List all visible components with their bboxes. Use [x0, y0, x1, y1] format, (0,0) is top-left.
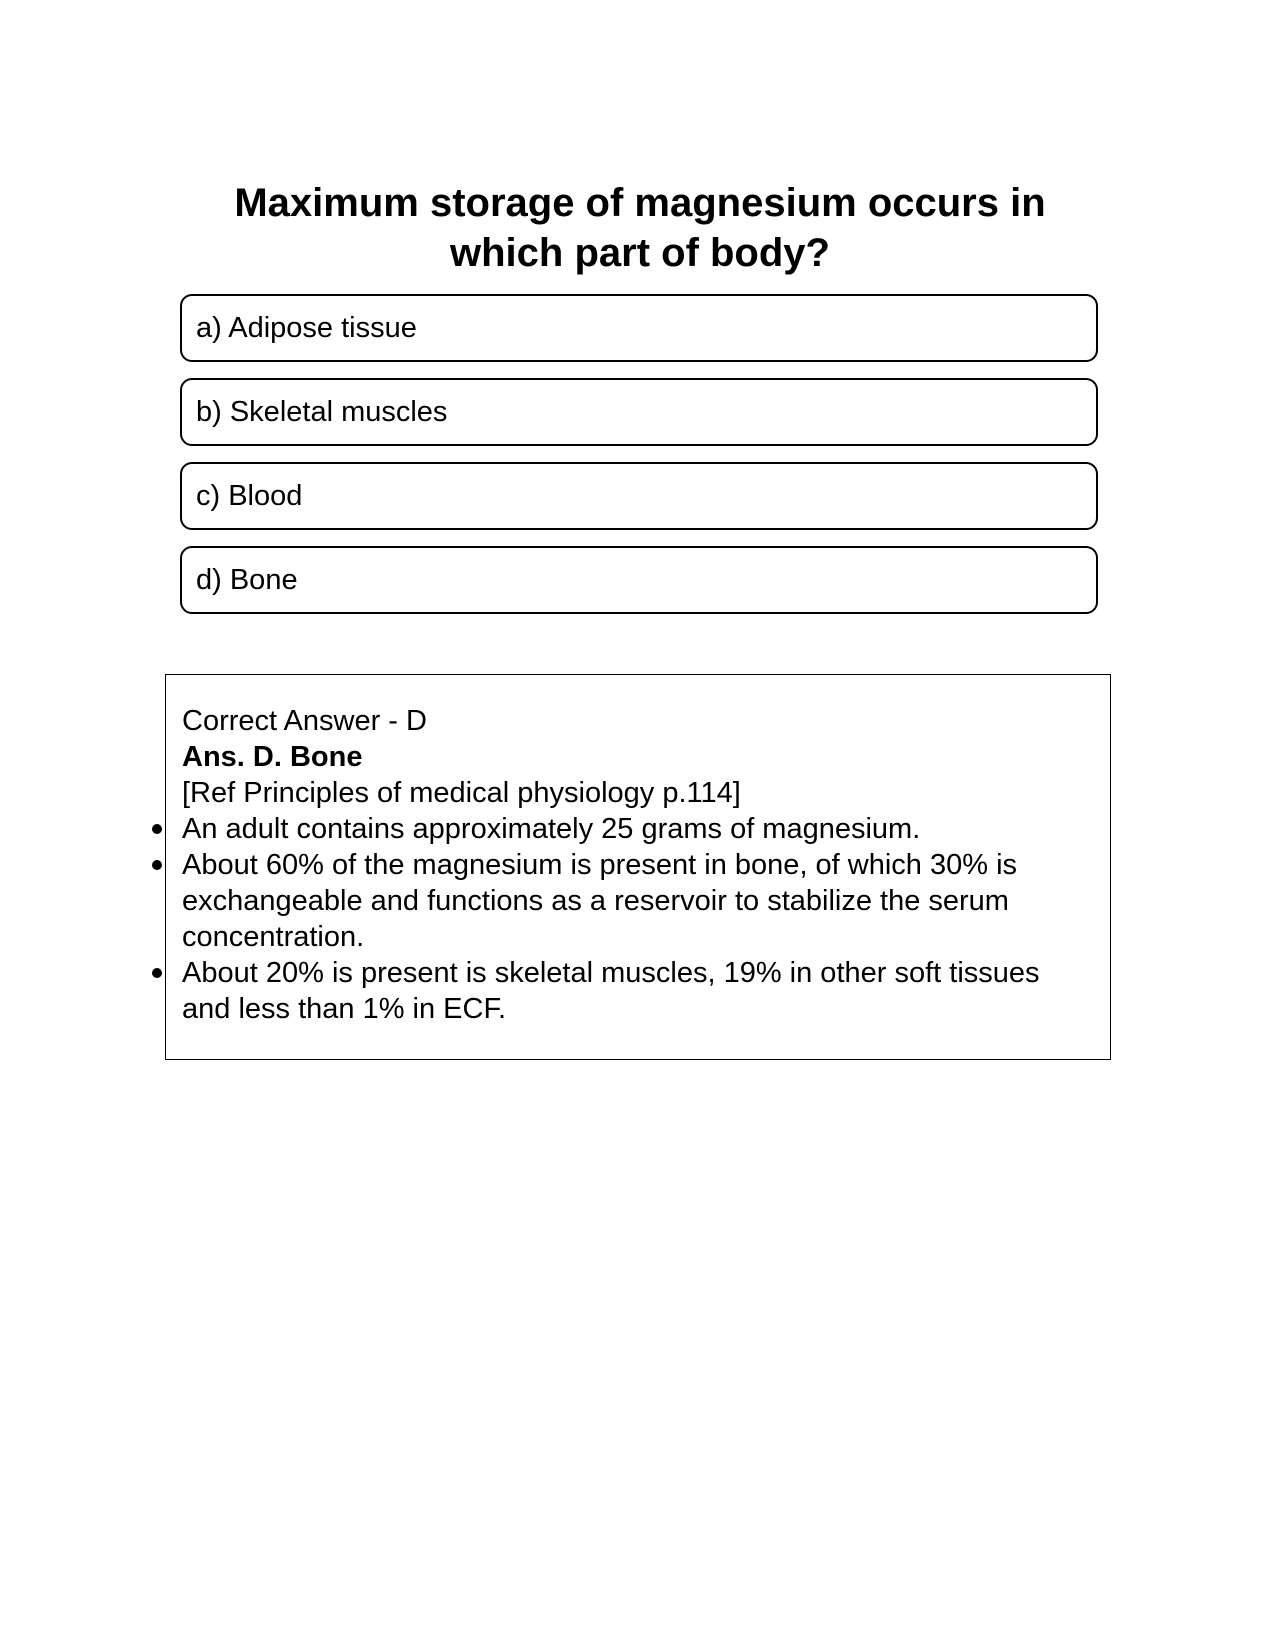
bullet-text: An adult contains approximately 25 grams of magnesium. [182, 813, 921, 845]
bullet-dot-icon [152, 860, 162, 870]
question-title: Maximum storage of magnesium occurs in which part of body? [234, 181, 1046, 275]
option-b[interactable]: b) Skeletal muscles [180, 378, 1098, 446]
option-c[interactable]: c) Blood [180, 462, 1098, 530]
explanation-bullet-1 [182, 811, 1094, 847]
answer-explanation-box [165, 674, 1111, 1060]
correct-answer-line: Correct Answer - D [182, 705, 427, 737]
bullet-text: About 60% of the magnesium is present in bone, of which 30% is exchangeable and functions as a reservoir to stabilize the serum concentration. [182, 849, 1018, 953]
explanation-bullet-2 [182, 847, 1094, 955]
bullet-text: About 20% is present is skeletal muscles, 19% in other soft tissues and less than 1% in ECF. [182, 957, 1040, 1025]
bullet-dot-icon [152, 968, 162, 978]
reference-line: [Ref Principles of medical physiology p.114] [182, 777, 741, 809]
option-d[interactable]: d) Bone [180, 546, 1098, 614]
options-list [180, 294, 1098, 630]
answer-heading: Ans. D. Bone [182, 741, 363, 773]
explanation-bullets [182, 811, 1094, 1027]
bullet-dot-icon [152, 824, 162, 834]
option-a[interactable]: a) Adipose tissue [180, 294, 1098, 362]
explanation-bullet-3 [182, 955, 1094, 1027]
